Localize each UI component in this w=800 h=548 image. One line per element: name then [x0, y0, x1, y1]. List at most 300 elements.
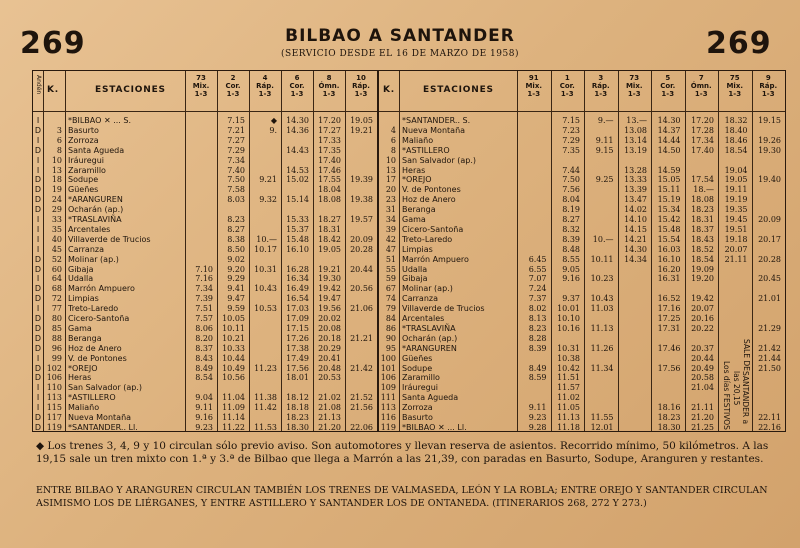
km-value: 106 [380, 373, 396, 383]
time-cell: 11.13 [557, 413, 580, 422]
train-num: 10 [356, 74, 366, 82]
time-cell: 17.40 [691, 145, 714, 155]
time-cell: 15.14 [286, 195, 309, 205]
km-value: 64 [51, 274, 62, 284]
time-cell: 7.24 [528, 284, 547, 294]
time-cell: 9.23 [195, 422, 213, 432]
time-cell: 18.04 [318, 185, 341, 195]
km-value: 6 [390, 135, 396, 145]
table-row-right [33, 225, 785, 234]
time-cell: 7.27 [227, 135, 245, 145]
time-cell: 10.49 [222, 363, 245, 373]
table-row-right [33, 116, 785, 125]
time-cell: 7.37 [528, 294, 547, 304]
time-cell: 8.54 [195, 373, 213, 383]
time-cell: 9.20 [227, 264, 245, 274]
time-cell: 11.34 [590, 363, 614, 373]
time-cell: 20.37 [691, 343, 714, 353]
time-cell: 17.46 [657, 343, 681, 353]
station-name: Gama [402, 215, 426, 224]
station-name: Villaverde de Trucios [402, 304, 485, 314]
time-cell: 10.— [592, 234, 614, 244]
time-cell: 17.56 [286, 363, 309, 373]
time-cell: 11.13 [590, 323, 614, 333]
station-name: Zaramillo [402, 373, 440, 383]
time-cell: 21.20 [691, 413, 714, 422]
platform-side: I [36, 165, 40, 175]
time-cell: 7.23 [562, 125, 580, 135]
time-cell: 19.21 [318, 264, 341, 274]
train-header [185, 74, 217, 98]
km-value: 19 [51, 185, 62, 195]
time-cell: 11.05 [557, 403, 580, 413]
time-cell: 9.04 [195, 393, 213, 403]
platform-side: D [34, 343, 42, 353]
time-cell: 16.20 [657, 264, 681, 274]
time-cell: 21.42 [350, 363, 373, 373]
station-name: Iráuregui [68, 155, 105, 165]
time-cell: 21.11 [691, 403, 714, 413]
time-cell: 18.54 [724, 145, 748, 155]
time-cell: 11.57 [557, 383, 580, 393]
time-cell: 16.54 [286, 294, 309, 304]
station-name: Sodupe [68, 175, 99, 185]
header-anden: Andén [35, 75, 42, 95]
time-cell: 17.54 [691, 175, 714, 185]
time-cell: 17.16 [657, 304, 681, 314]
time-cell: 19.20 [691, 274, 714, 284]
time-cell: 15.48 [286, 234, 309, 244]
km-value: 33 [51, 215, 62, 224]
train-header [685, 74, 719, 98]
station-name: Nueva Montaña [68, 413, 132, 422]
station-name: Carranza [402, 294, 438, 304]
time-cell: 10.— [256, 234, 277, 244]
time-cell: 16.52 [657, 294, 681, 304]
time-cell: 11.22 [222, 422, 245, 432]
km-value: 39 [385, 224, 396, 234]
time-cell: 7.35 [562, 145, 580, 155]
time-cell: 9.41 [227, 284, 245, 294]
time-cell: 14.02 [624, 205, 647, 215]
train-cls: 1-3 [560, 90, 574, 98]
time-cell: 19.15 [758, 116, 781, 125]
km-value: 17 [385, 175, 396, 185]
train-type: Cor. [289, 82, 305, 90]
km-value: 77 [51, 304, 62, 314]
time-cell: ◆ [270, 116, 277, 125]
table-row-right [33, 215, 785, 224]
time-cell: 13.14 [624, 135, 647, 145]
km-value: 100 [380, 353, 396, 363]
station-name: *OREJO [68, 363, 98, 373]
table-row-right [33, 294, 785, 303]
time-cell: 7.29 [227, 145, 245, 155]
time-cell: 10.16 [557, 323, 580, 333]
train-type: Ráp. [759, 82, 778, 90]
train-num: 91 [528, 74, 539, 82]
time-cell: 18.32 [724, 116, 748, 125]
time-cell: 17.03 [286, 304, 309, 314]
time-cell: 19.30 [758, 145, 781, 155]
time-cell: 18.30 [286, 422, 309, 432]
station-name: Treto-Laredo [402, 234, 453, 244]
train-cls: 1-3 [290, 90, 304, 98]
time-cell: 18.23 [286, 413, 309, 422]
train-cls: 1-3 [354, 90, 368, 98]
train-num: 6 [294, 74, 300, 82]
train-type: Ómn. [690, 82, 712, 90]
time-cell: 20.18 [318, 333, 341, 343]
km-value: 45 [51, 244, 62, 254]
station-name: Güeñes [68, 185, 99, 195]
station-name: Udalla [402, 264, 428, 274]
time-cell: 21.29 [758, 323, 781, 333]
time-cell: 21.25 [691, 422, 714, 432]
time-cell: 22.06 [350, 422, 373, 432]
table-row-right [33, 393, 785, 402]
time-cell: 18.30 [657, 422, 681, 432]
time-cell: 16.03 [657, 244, 681, 254]
time-cell: 18.31 [691, 215, 714, 224]
train-num: 73 [196, 74, 206, 82]
km-value: 18 [51, 175, 62, 185]
table-row-right [33, 314, 785, 323]
time-cell: 8.27 [562, 215, 580, 224]
km-value: 59 [385, 274, 396, 284]
train-num: 3 [598, 74, 604, 82]
km-value: 31 [385, 205, 396, 215]
time-cell: 8.38 [227, 234, 245, 244]
time-cell: 14.15 [624, 224, 647, 234]
km-value: 40 [51, 234, 62, 244]
time-cell: 19.42 [691, 294, 714, 304]
train-cls: 1-3 [258, 90, 272, 98]
platform-side: D [34, 264, 42, 274]
time-cell: 7.15 [227, 116, 245, 125]
time-cell: 14.36 [286, 125, 309, 135]
platform-side: I [36, 244, 40, 254]
time-cell: 8.02 [528, 304, 547, 314]
time-cell: 7.56 [562, 185, 580, 195]
table-row-right [33, 423, 785, 432]
table-row-right [33, 274, 785, 283]
time-cell: 9.37 [562, 294, 580, 304]
time-cell: 21.52 [350, 393, 373, 403]
time-cell: 20.08 [318, 323, 341, 333]
time-cell: 17.20 [691, 116, 714, 125]
time-cell: 10.31 [557, 343, 580, 353]
table-row-right [33, 324, 785, 333]
time-cell: 14.30 [286, 116, 309, 125]
time-cell: 20.53 [318, 373, 341, 383]
time-cell: 17.49 [286, 353, 309, 363]
km-value: 13 [51, 165, 62, 175]
time-cell: 10.44 [222, 353, 245, 363]
page-number-right: 269 [706, 26, 772, 61]
time-cell: 13.— [626, 116, 647, 125]
time-cell: 11.42 [254, 403, 277, 413]
table-row-right [33, 265, 785, 274]
time-cell: 17.55 [318, 175, 341, 185]
time-cell: 21.01 [758, 294, 781, 304]
footnote-connections: ENTRE BILBAO Y ARANGUREN CIRCULAN TAMBIÉN LOS TRENES DE VALMASEDA, LEÓN Y LA ROBLA; ENTRE OREJO Y SANTANDER CIRCULAN ASIMISMO LOS DE LIÉRGANES, Y ENTRE ASTILLERO Y SANTANDER LOS DE ONTANEDA. (ITINERARIOS 268, 272 Y 273.) [36, 485, 768, 509]
time-cell: 13.47 [624, 195, 647, 205]
table-row-right [33, 304, 785, 313]
time-cell: 9.02 [227, 254, 245, 264]
km-value: 111 [380, 393, 396, 403]
time-cell: 8.04 [562, 195, 580, 205]
time-cell: 13.08 [624, 125, 647, 135]
station-name: Treto-Laredo [68, 304, 119, 314]
time-cell: 20.29 [318, 343, 341, 353]
platform-side: D [34, 125, 42, 135]
time-cell: 17.33 [318, 135, 341, 145]
time-cell: 22.11 [758, 413, 781, 422]
table-row-right [33, 354, 785, 363]
platform-side: I [36, 403, 40, 413]
train-cls: 1-3 [761, 90, 775, 98]
station-name: Villaverde de Trucios [68, 234, 151, 244]
time-cell: 10.21 [222, 333, 245, 343]
time-cell: 19.40 [758, 175, 781, 185]
station-name: Santa Agueda [402, 393, 459, 403]
table-row-right [33, 334, 785, 343]
train-type: Cor. [559, 82, 575, 90]
time-cell: 10.38 [557, 353, 580, 363]
time-cell: 15.34 [657, 205, 681, 215]
table-row-right [33, 255, 785, 264]
time-cell: 7.58 [227, 185, 245, 195]
time-cell: 10.05 [222, 314, 245, 323]
time-cell: 20.16 [691, 314, 714, 323]
time-cell: 11.02 [557, 393, 580, 403]
time-cell: 17.56 [657, 363, 681, 373]
time-cell: 20.07 [691, 304, 714, 314]
time-cell: 6.45 [528, 254, 547, 264]
station-name: *BILBAO ✕ ... Ll. [402, 422, 467, 432]
train-cls: 1-3 [728, 90, 742, 98]
platform-side: D [34, 195, 42, 205]
km-value: 67 [385, 284, 396, 294]
time-cell: 9.16 [195, 413, 213, 422]
station-name: *SANTANDER.. S. [402, 116, 471, 125]
km-value: 72 [51, 294, 62, 304]
time-cell: 20.48 [318, 363, 341, 373]
train-cls: 1-3 [226, 90, 240, 98]
km-value: 23 [385, 195, 396, 205]
train-num: 2 [230, 74, 236, 82]
table-row-right [33, 166, 785, 175]
station-name: Güeñes [402, 353, 433, 363]
platform-side: I [36, 274, 40, 284]
time-cell: 19.26 [758, 135, 781, 145]
time-cell: 14.30 [624, 244, 647, 254]
train-header [651, 74, 685, 98]
station-name: Limpias [68, 294, 99, 304]
time-cell: 10.43 [254, 284, 277, 294]
time-cell: 17.26 [286, 333, 309, 343]
train-type: Mix. [192, 82, 210, 90]
km-value: 79 [385, 304, 396, 314]
train-header [281, 74, 313, 98]
time-cell: 8.49 [195, 363, 213, 373]
station-name: Limpias [402, 244, 433, 254]
station-name: Molinar (ap.) [402, 284, 453, 294]
time-cell: 16.49 [286, 284, 309, 294]
time-cell: 13.28 [624, 165, 647, 175]
time-cell: 17.34 [691, 135, 714, 145]
time-cell: 8.43 [195, 353, 213, 363]
time-cell: 12.01 [590, 422, 614, 432]
time-cell: 6.55 [528, 264, 547, 274]
platform-side: I [36, 383, 40, 393]
time-cell: 9.21 [259, 175, 277, 185]
time-cell: 14.37 [657, 125, 681, 135]
train-header [718, 74, 752, 98]
train-header [313, 74, 345, 98]
km-value: 24 [51, 195, 62, 205]
time-cell: 22.16 [758, 422, 781, 432]
time-cell: 18.— [693, 185, 714, 195]
time-cell: 7.34 [195, 284, 213, 294]
table-row-right [33, 344, 785, 353]
time-cell: 10.17 [254, 244, 277, 254]
time-cell: 11.53 [254, 422, 277, 432]
time-cell: 14.50 [657, 145, 681, 155]
time-cell: 11.26 [590, 343, 614, 353]
time-cell: 20.44 [350, 264, 373, 274]
km-value: 74 [385, 294, 396, 304]
time-cell: 18.12 [286, 393, 309, 403]
time-cell: 20.28 [350, 244, 373, 254]
time-cell: 18.08 [318, 195, 341, 205]
page-number-left: 269 [20, 26, 86, 61]
time-cell: 9.28 [528, 422, 547, 432]
km-value: 8 [390, 145, 396, 155]
time-cell: 14.59 [657, 165, 681, 175]
time-cell: 9.59 [227, 304, 245, 314]
train-type: Cor. [660, 82, 676, 90]
time-cell: 17.25 [657, 314, 681, 323]
time-cell: 16.28 [286, 264, 309, 274]
km-value: 85 [51, 323, 62, 333]
time-cell: 7.15 [562, 116, 580, 125]
station-name: Hoz de Anero [68, 343, 122, 353]
time-cell: 10.31 [254, 264, 277, 274]
time-cell: 8.19 [562, 205, 580, 215]
km-value: 109 [380, 383, 396, 393]
time-cell: 15.37 [286, 224, 309, 234]
km-value: 115 [46, 403, 62, 413]
station-name: Zaramillo [68, 165, 106, 175]
time-cell: 20.17 [758, 234, 781, 244]
time-cell: 15.05 [657, 175, 681, 185]
time-cell: 20.49 [691, 363, 714, 373]
time-cell: 21.11 [724, 254, 748, 264]
time-cell: 8.50 [227, 244, 245, 254]
time-cell: 8.28 [528, 333, 547, 343]
time-cell: 9.25 [595, 175, 614, 185]
table-row-right [33, 284, 785, 293]
time-cell: 14.44 [657, 135, 681, 145]
train-cls: 1-3 [322, 90, 336, 98]
time-cell: 18.31 [318, 224, 341, 234]
station-name: Molinar (ap.) [68, 254, 119, 264]
train-cls: 1-3 [527, 90, 541, 98]
table-row-right [33, 373, 785, 382]
time-cell: 20.22 [691, 323, 714, 333]
time-cell: 8.27 [227, 224, 245, 234]
km-value: 101 [380, 363, 396, 373]
platform-side: D [34, 284, 42, 294]
platform-side: I [36, 215, 40, 224]
platform-side: D [34, 333, 42, 343]
km-value: 52 [51, 254, 62, 264]
time-cell: 19.39 [350, 175, 373, 185]
time-cell: 16.10 [286, 244, 309, 254]
time-cell: 7.40 [227, 165, 245, 175]
station-name: Marrón Ampuero [402, 254, 469, 264]
platform-side: I [36, 393, 40, 403]
time-cell: 20.09 [758, 215, 781, 224]
km-value: 96 [51, 343, 62, 353]
km-value: 60 [51, 264, 62, 274]
station-name: Ocharán (ap.) [68, 205, 124, 215]
km-value: 119 [380, 422, 396, 432]
time-cell: 8.32 [562, 224, 580, 234]
time-cell: 18.37 [691, 224, 714, 234]
station-name: Beranga [68, 333, 102, 343]
time-cell: 20.09 [350, 234, 373, 244]
station-name: V. de Pontones [68, 353, 127, 363]
platform-side: I [36, 116, 40, 125]
time-cell: 19.47 [318, 294, 341, 304]
km-value: 116 [380, 413, 396, 422]
time-cell: 19.11 [724, 185, 748, 195]
time-cell: 10.42 [557, 363, 580, 373]
station-name: V. de Pontones [402, 185, 461, 195]
train-header [345, 74, 377, 98]
time-cell: 15.33 [286, 215, 309, 224]
time-cell: 9.11 [528, 403, 547, 413]
time-cell: 18.16 [657, 403, 681, 413]
train-num: 5 [665, 74, 671, 82]
station-name: *ARANGUREN [402, 343, 457, 353]
time-cell: 10.33 [222, 343, 245, 353]
header-stations-right: ESTACIONES [423, 85, 494, 95]
time-cell: 9.15 [595, 145, 614, 155]
time-cell: 19.05 [350, 116, 373, 125]
km-value: 4 [390, 125, 396, 135]
km-value: 117 [46, 413, 62, 422]
platform-side: I [36, 353, 40, 363]
time-cell: 11.51 [557, 373, 580, 383]
time-cell: 7.29 [562, 135, 580, 145]
km-value: 10 [51, 155, 62, 165]
time-cell: 19.21 [350, 125, 373, 135]
km-value: 13 [385, 165, 396, 175]
km-value: 10 [385, 155, 396, 165]
time-cell: 15.02 [286, 175, 309, 185]
time-cell: 7.34 [227, 155, 245, 165]
time-cell: 17.27 [318, 125, 341, 135]
km-value: 51 [385, 254, 396, 264]
footnote-main: ◆ Los trenes 3, 4, 9 y 10 circulan sólo previo aviso. Son automotores y llevan reserva de asientos. Recorrido mínimo, 50 kilómetros. A las 19,15 sale un tren mixto con 1.ª y 3.ª de Bilbao que llega a Marrón a las 21,39, con paradas en Basurto, Sodupe, Aranguren y restantes. [36, 440, 769, 465]
time-cell: 14.21 [624, 234, 647, 244]
time-cell: 10.43 [590, 294, 614, 304]
time-cell: 11.38 [254, 393, 277, 403]
